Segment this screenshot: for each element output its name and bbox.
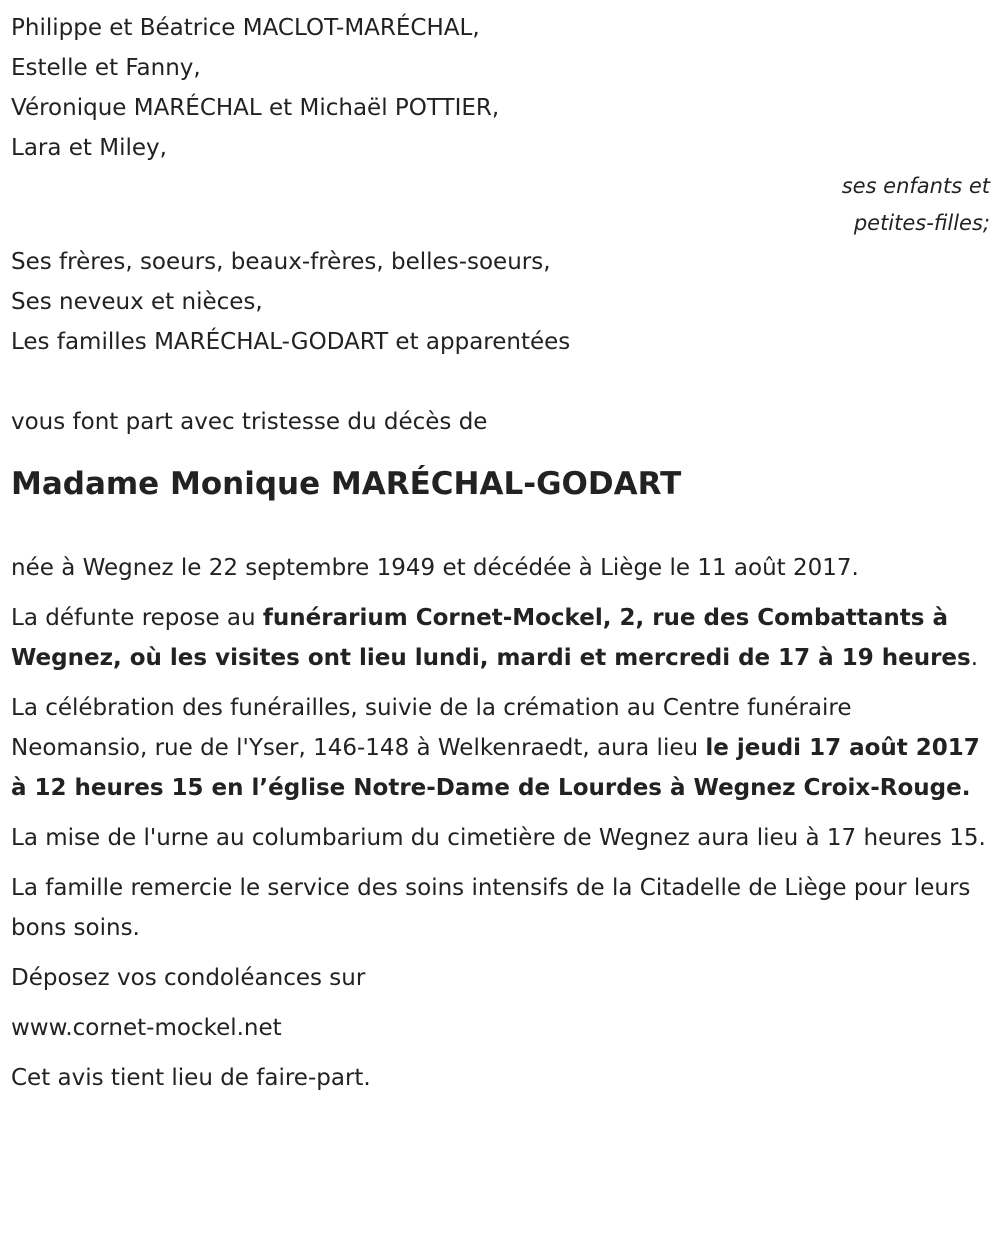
urn-info: La mise de l'urne au columbarium du cimetière de Wegnez aura lieu à 17 heures 15. [11, 825, 986, 851]
deceased-name: Madame Monique MARÉCHAL-GODART [11, 466, 682, 502]
ceremony-details: le jeudi 17 août 2017 à 12 heures 15 en l’église Notre-Dame de Lourdes à Wegnez Croix-Rouge. [11, 735, 980, 801]
relatives-line: Ses frères, soeurs, beaux-frères, belles-soeurs, [11, 249, 551, 275]
family-line: Lara et Miley, [11, 135, 167, 161]
relatives-line: Les familles MARÉCHAL-GODART et apparentées [11, 329, 571, 355]
website-link[interactable]: www.cornet-mockel.net [11, 1015, 282, 1041]
ceremony-text: La célébration des funérailles, suivie de la crémation au Centre funéraire Neomansio, rue de l'Yser, 146-148 à Welkenraedt, aura lieu [11, 695, 852, 761]
ceremony-info [11, 688, 990, 808]
announcement: vous font part avec tristesse du décès de [11, 409, 488, 435]
thanks: La famille remercie le service des soins intensifs de la Citadelle de Liège pour leurs bons soins. [11, 875, 971, 941]
family-line: Philippe et Béatrice MACLOT-MARÉCHAL, [11, 15, 480, 41]
closing: Cet avis tient lieu de faire-part. [11, 1065, 371, 1091]
rest-info [11, 598, 990, 678]
family-role: ses enfants et [841, 174, 990, 198]
relatives-line: Ses neveux et nièces, [11, 289, 263, 315]
family-line: Estelle et Fanny, [11, 55, 201, 81]
family-line: Véronique MARÉCHAL et Michaël POTTIER, [11, 95, 500, 121]
rest-text: La défunte repose au [11, 605, 263, 631]
birth-death: née à Wegnez le 22 septembre 1949 et décédée à Liège le 11 août 2017. [11, 555, 859, 581]
rest-end: . [970, 645, 979, 671]
condolences: Déposez vos condoléances sur [11, 965, 366, 991]
rest-location: funérarium Cornet-Mockel, 2, rue des Combattants à Wegnez, où les visites ont lieu lundi, mardi et mercredi de 17 à 19 heures [11, 605, 971, 671]
family-role: petites-filles; [853, 211, 990, 235]
